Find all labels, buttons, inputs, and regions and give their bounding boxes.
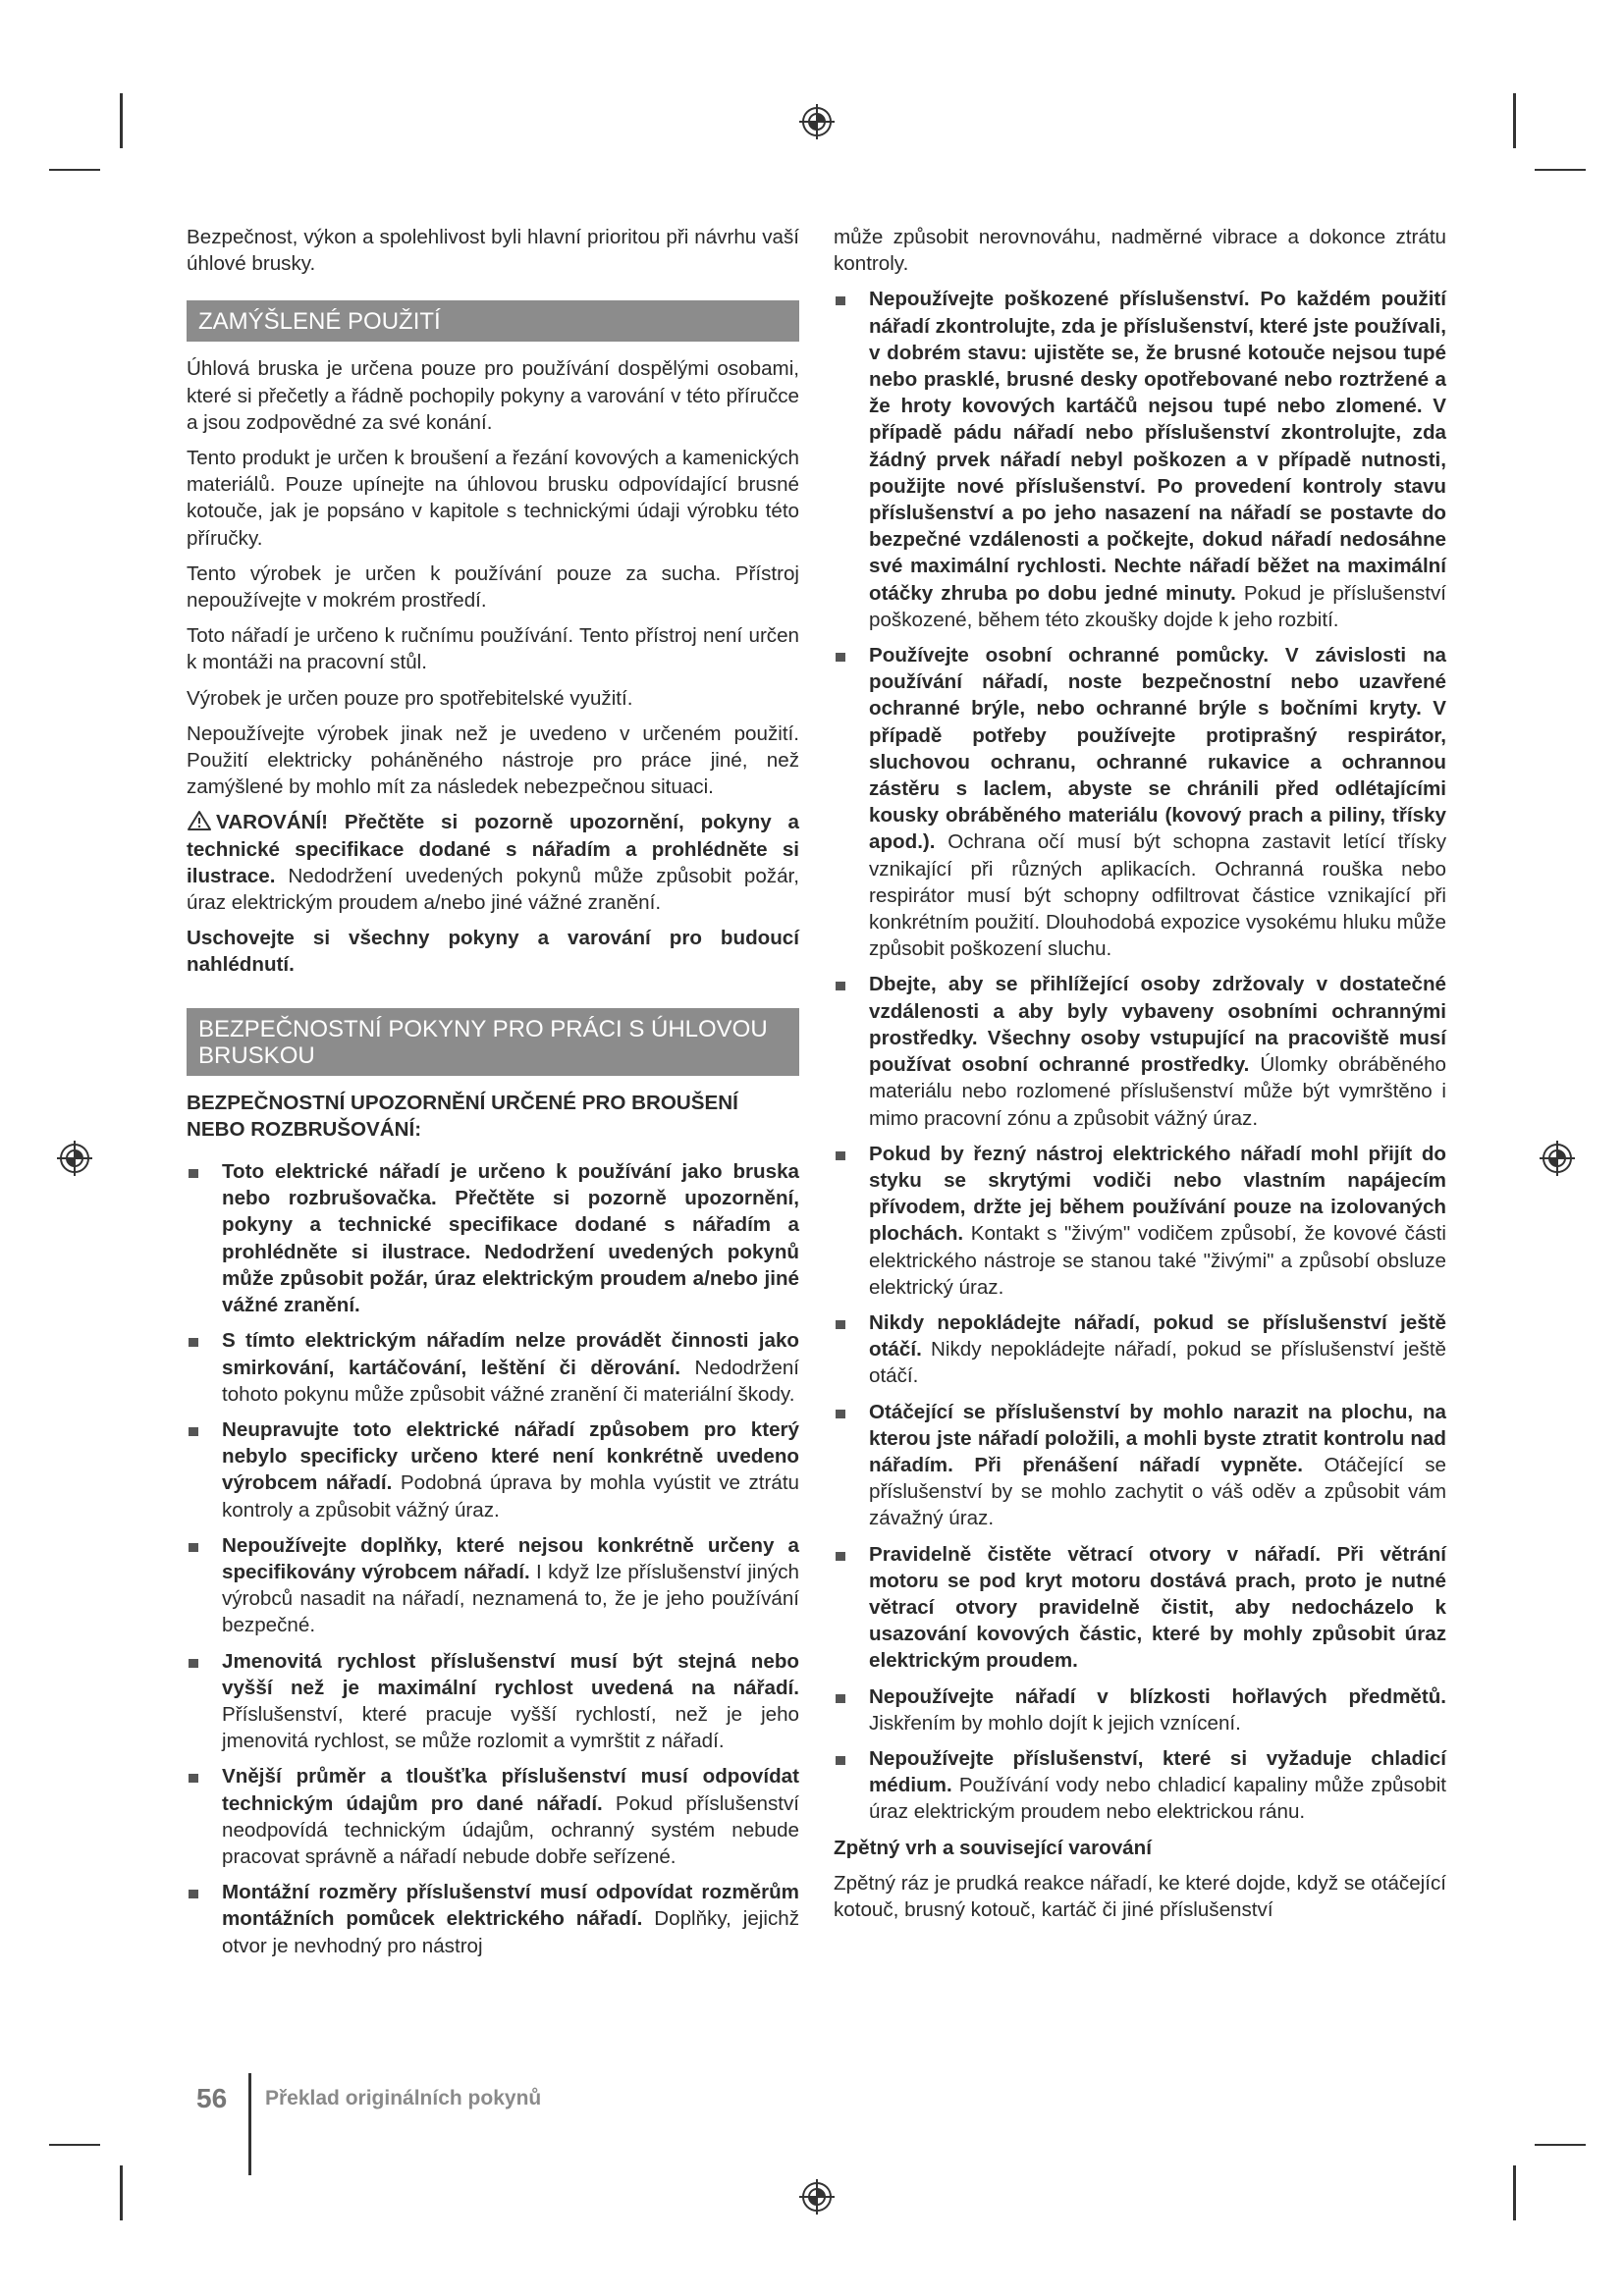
warning-bold-text: VAROVÁNÍ! Přečtěte si pozorně upozornění, pokyny a technické specifikace dodané s nářadím a prohlédněte si ilustrace. <box>187 811 799 887</box>
section-header-safety: BEZPEČNOSTNÍ POKYNY PRO PRÁCI S ÚHLOVOU BRUSKOU <box>187 1008 799 1076</box>
paragraph: Nepoužívejte výrobek jinak než je uvedeno v určeném použití. Použití elektricky poháněného nástroje pro práce jiné, než zamýšlené by mohlo mít za následek nebezpečnou situaci. <box>187 721 799 799</box>
right-column <box>834 224 1446 1932</box>
footer-title: Překlad originálních pokynů <box>265 2087 542 2109</box>
list-item: S tímto elektrickým nářadím nelze provádět činnosti jako smirkování, kartáčování, leštění či děrování. Nedodržení tohoto pokynu může způsobit vážné zranění či materiální škody. <box>187 1327 799 1408</box>
warning-paragraph <box>187 809 799 916</box>
list-item: Nepoužívejte nářadí v blízkosti hořlavých předmětů. Jiskřením by mohlo dojít k jejich vznícení. <box>834 1683 1446 1736</box>
list-item: Pokud by řezný nástroj elektrického nářadí mohl přijít do styku se skrytými vodiči nebo vlastním napájecím přívodem, držte jej během používání pouze na izolovaných plochách. Kontakt s "živým" vodičem způsobí, že kovové části elektrického nástroje se stanou také "živými" a způsobí obsluze elektrický úraz. <box>834 1141 1446 1301</box>
list-item: Nepoužívejte doplňky, které nejsou konkrétně určeny a specifikovány výrobcem nářadí. I když lze příslušenství jiných výrobců nasadit na nářadí, neznamená to, že je jeho používání bezpečné. <box>187 1532 799 1639</box>
list-item: Otáčející se příslušenství by mohlo narazit na plochu, na kterou jste nářadí položili, a mohli byste ztratit kontrolu nad nářadím. Při přenášení nářadí vypněte. Otáčející se příslušenství by se mohlo zachytit o váš oděv a způsobit vám závažný úraz. <box>834 1399 1446 1532</box>
list-item: Nepoužívejte příslušenství, které si vyžaduje chladicí médium. Používání vody nebo chladicí kapaliny může způsobit úraz elektrickým proudem nebo elektrickou ránu. <box>834 1745 1446 1826</box>
list-item: Nepoužívejte poškozené příslušenství. Po každém použití nářadí zkontrolujte, zda je příslušenství, které jste používali, v dobrém stavu: ujistěte se, že brusné kotouče nejsou tupé nebo prasklé, brusné desky opotřebované nebo roztržené a že hroty kovových kartáčů nejsou tupé nebo zlomené. V případě pádu nářadí nebo příslušenství zkontrolujte, zda žádný prvek nářadí nebyl poškozen a v případě nutnosti, použijte nové příslušenství. Po provedení kontroly stavu příslušenství a po jeho nasazení na nářadí se postavte do bezpečné vzdálenosti a počkejte, dokud nářadí nedosáhne své maximální rychlosti. Nechte nářadí běžet na maximální otáčky zhruba po dobu jedné minuty. Pokud je příslušenství poškozené, během této zkoušky dojde k jeho rozbití. <box>834 286 1446 633</box>
keep-instructions: Uschovejte si všechny pokyny a varování pro budoucí nahlédnutí. <box>187 927 799 977</box>
paragraph: Úhlová bruska je určena pouze pro používání dospělými osobami, které si přečetly a řádně pochopily pokyny a varování v této příručce a jsou zodpovědné za své konání. <box>187 357 799 434</box>
crop-mark <box>1535 2144 1586 2146</box>
list-item: Nikdy nepokládejte nářadí, pokud se příslušenství ještě otáčí. Nikdy nepokládejte nářadí, pokud se příslušenství ještě otáčí. <box>834 1309 1446 1390</box>
kickback-paragraph: Zpětný ráz je prudká reakce nářadí, ke které dojde, když se otáčející kotouč, brusný kotouč, kartáč či jiné příslušenství <box>834 1871 1446 1921</box>
registration-mark-icon <box>1538 1139 1577 1178</box>
list-item: Jmenovitá rychlost příslušenství musí být stejná nebo vyšší než je maximální rychlost uvedená na nářadí. Příslušenství, které pracuje vyšší rychlostí, než je jeho jmenovitá rychlost, se může rozlomit a vymrštit z nářadí. <box>187 1648 799 1755</box>
list-item: Pravidelně čistěte větrací otvory v nářadí. Při větrání motoru se pod kryt motoru dostává prach, proto je nutné větrací otvory pravidelně čistit, aby nedocházelo k usazování kovových částic, které by mohly způsobit úraz elektrickým proudem. <box>834 1541 1446 1675</box>
warning-text: Nedodržení uvedených pokynů může způsobit požár, úraz elektrickým proudem a/nebo jiné vážné zranění. <box>187 864 799 915</box>
list-item: Používejte osobní ochranné pomůcky. V závislosti na používání nářadí, noste bezpečnostní nebo uzavřené ochranné brýle, nebo ochranné brýle s bočními kryty. V případě potřeby používejte protiprašný respirátor, sluchovou ochranu, ochranné rukavice a ochrannou zástěru s laclem, abyste se chránili před odlétajícími kousky obráběného materiálu (kovový prach a piliny, třísky apod.). Ochrana očí musí být schopna zastavit letící třísky vznikající při různých aplikacích. Ochranná rouška nebo respirátor musí být schopny odfiltrovat částice vznikající při konkrétním použití. Dlouhodobá expozice vysokému hluku může způsobit poškození sluchu. <box>834 642 1446 962</box>
crop-mark <box>120 2165 123 2220</box>
list-item: Toto elektrické nářadí je určeno k používání jako bruska nebo rozbrušovačka. Přečtěte si pozorně upozornění, pokyny a technické specifikace dodané s nářadím a prohlédněte si ilustrace. Nedodržení uvedených pokynů může způsobit požár, úraz elektrickým proudem a/nebo jiné vážné zranění. <box>187 1158 799 1318</box>
subheading: BEZPEČNOSTNÍ UPOZORNĚNÍ URČENÉ PRO BROUŠENÍ NEBO ROZBRUŠOVÁNÍ: <box>187 1091 738 1141</box>
crop-mark <box>1535 169 1586 171</box>
list-item: Neupravujte toto elektrické nářadí způsobem pro který nebylo specificky určeno které není konkrétně uvedeno výrobcem nářadí. Podobná úprava by mohla vyústit ve ztrátu kontroly a způsobit vážný úraz. <box>187 1416 799 1523</box>
section-header-intended-use: ZAMÝŠLENÉ POUŽITÍ <box>187 300 799 342</box>
paragraph: Výrobek je určen pouze pro spotřebitelské využití. <box>187 686 633 710</box>
crop-mark <box>1513 93 1516 148</box>
kickback-heading: Zpětný vrh a související varování <box>834 1836 1152 1859</box>
paragraph: Toto nářadí je určeno k ručnímu používání. Tento přístroj není určen k montáži na pracovní stůl. <box>187 624 799 674</box>
registration-mark-icon <box>55 1139 94 1178</box>
list-item: Vnější průměr a tloušťka příslušenství musí odpovídat technickým údajům pro dané nářadí. Pokud příslušenství neodpovídá technickým údajům, ochranný systém nebude pracovat správně a nářadí nebude dobře seřízené. <box>187 1763 799 1870</box>
crop-mark <box>49 2144 100 2146</box>
list-item: Montážní rozměry příslušenství musí odpovídat rozměrům montážních pomůcek elektrického nářadí. Doplňky, jejichž otvor je nevhodný pro nástroj <box>187 1879 799 1959</box>
crop-mark <box>120 93 123 148</box>
registration-mark-icon <box>797 2177 837 2216</box>
registration-mark-icon <box>797 102 837 141</box>
crop-mark <box>1513 2165 1516 2220</box>
paragraph: Tento výrobek je určen k používání pouze za sucha. Přístroj nepoužívejte v mokrém prostředí. <box>187 561 799 613</box>
page-number: 56 <box>196 2083 228 2113</box>
footer-divider <box>248 2073 251 2175</box>
right-bullet-list <box>834 286 1446 1825</box>
list-item: Dbejte, aby se přihlížející osoby zdržovaly v dostatečné vzdálenosti a aby byly vybaveny osobními ochrannými prostředky. Všechny osoby vstupující na pracoviště musí používat osobní ochranné prostředky. Úlomky obráběného materiálu nebo rozlomené příslušenství může být vymrštěno i mimo pracovní zónu a způsobit vážný úraz. <box>834 971 1446 1131</box>
left-column <box>187 224 799 1968</box>
intro-paragraph: Bezpečnost, výkon a spolehlivost byli hlavní prioritou při návrhu vaší úhlové brusky. <box>187 226 799 276</box>
left-bullet-list <box>187 1158 799 1959</box>
paragraph: Tento produkt je určen k broušení a řezání kovových a kamenických materiálů. Pouze upínejte na úhlovou brusku odpovídající brusné kotouče, jak je popsáno v kapitole s technickými údaji výrobku této příručky. <box>187 447 799 550</box>
crop-mark <box>49 169 100 171</box>
continued-paragraph: může způsobit nerovnováhu, nadměrné vibrace a dokonce ztrátu kontroly. <box>834 226 1446 276</box>
warning-triangle-icon <box>187 810 212 831</box>
